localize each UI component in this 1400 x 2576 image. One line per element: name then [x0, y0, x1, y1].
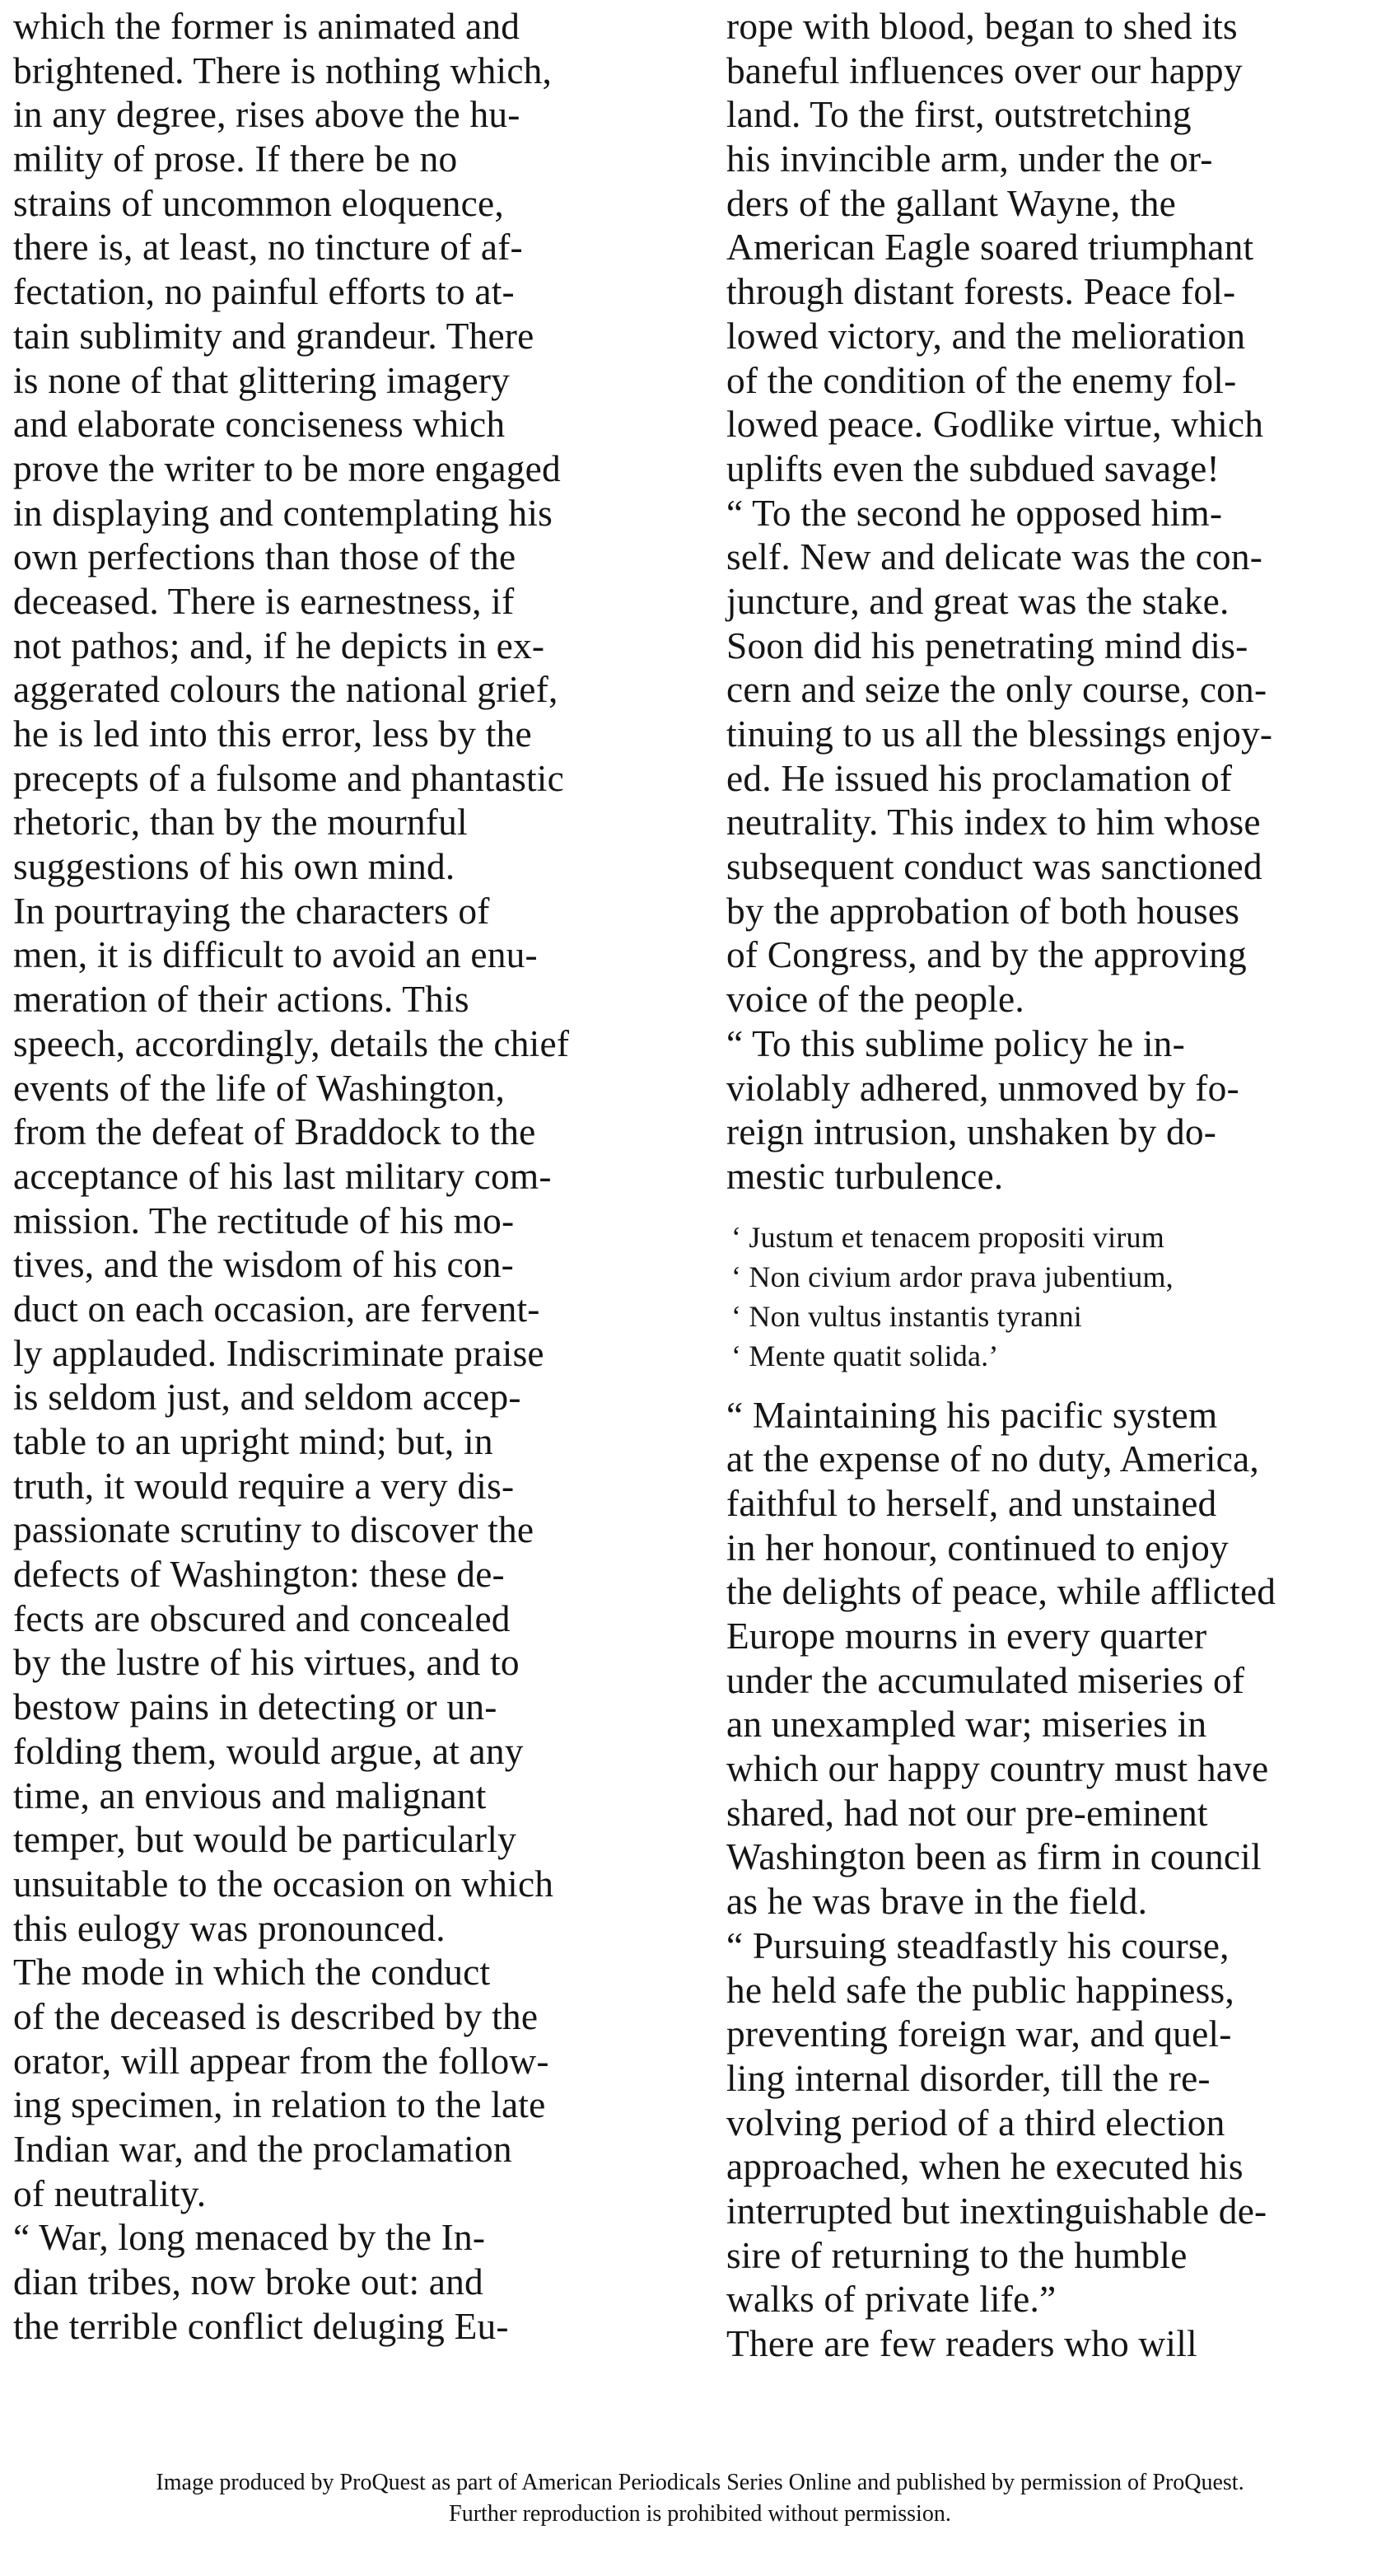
text-line: “ To the second he opposed him-: [726, 492, 1223, 534]
text-line: suggestions of his own mind.: [13, 846, 455, 888]
text-line: precepts of a fulsome and phantastic: [13, 757, 564, 799]
latin-verse-quotation: [726, 1218, 1377, 1376]
text-line: bestow pains in detecting or un-: [13, 1686, 497, 1728]
right-column-prose-bottom: [726, 1394, 1377, 2367]
text-line: baneful influences over our happy: [726, 49, 1243, 91]
text-line: American Eagle soared triumphant: [726, 227, 1254, 269]
text-line: at the expense of no duty, America,: [726, 1438, 1259, 1480]
text-line: The mode in which the conduct: [13, 1952, 491, 1994]
text-line: fectation, no painful efforts to at-: [13, 271, 515, 313]
text-line: ed. He issued his proclamation of: [726, 757, 1233, 799]
text-line: the delights of peace, while afflicted: [726, 1571, 1276, 1613]
text-line: ly applauded. Indiscriminate praise: [13, 1332, 544, 1374]
text-line: brightened. There is nothing which,: [13, 49, 553, 91]
text-line: and elaborate conciseness which: [13, 404, 506, 446]
text-line: juncture, and great was the stake.: [726, 580, 1230, 622]
text-line: unsuitable to the occasion on which: [13, 1863, 554, 1905]
text-line: ‘ Mente quatit solida.’: [731, 1339, 999, 1372]
text-line: in any degree, rises above the hu-: [13, 94, 520, 136]
text-line: tain sublimity and grandeur. There: [13, 315, 534, 357]
text-line: self. New and delicate was the con-: [726, 536, 1263, 578]
right-column-prose-top: [726, 5, 1377, 1199]
text-line: Europe mourns in every quarter: [726, 1615, 1207, 1657]
text-line: temper, but would be particularly: [13, 1819, 517, 1861]
text-line: ‘ Non civium ardor prava jubentium,: [731, 1260, 1174, 1293]
text-line: “ To this sublime policy he in-: [726, 1022, 1185, 1064]
text-line: rope with blood, began to shed its: [726, 6, 1238, 47]
text-line: this eulogy was pronounced.: [13, 1907, 446, 1949]
proquest-permission-footer: [0, 2467, 1400, 2530]
text-line: of neutrality.: [13, 2172, 207, 2214]
text-line: under the accumulated miseries of: [726, 1659, 1245, 1701]
text-line: interrupted but inextinguishable de-: [726, 2190, 1267, 2232]
text-line: in displaying and contemplating his: [13, 492, 553, 534]
text-line: of the deceased is described by the: [13, 1995, 539, 2037]
text-line: Washington been as firm in council: [726, 1836, 1262, 1878]
text-line: dian tribes, now broke out: and: [13, 2261, 483, 2303]
text-line: mility of prose. If there be no: [13, 138, 458, 180]
text-line: which our happy country must have: [726, 1748, 1269, 1790]
text-line: of Congress, and by the approving: [726, 934, 1247, 976]
text-line: There are few readers who will: [726, 2323, 1197, 2364]
footer-line-1: Image produced by ProQuest as part of American Periodicals Series Online and published by permission of ProQuest.: [156, 2470, 1244, 2495]
text-line: walks of private life.”: [726, 2279, 1057, 2321]
text-line: Indian war, and the proclamation: [13, 2129, 512, 2170]
left-text-column: [13, 5, 684, 2349]
text-line: of the condition of the enemy fol-: [726, 359, 1237, 401]
text-line: is none of that glittering imagery: [13, 359, 511, 401]
text-line: through distant forests. Peace fol-: [726, 271, 1236, 313]
text-line: shared, had not our pre-eminent: [726, 1792, 1208, 1834]
text-line: lowed victory, and the melioration: [726, 315, 1246, 357]
text-line: the terrible conflict deluging Eu-: [13, 2305, 509, 2347]
text-line: approached, when he executed his: [726, 2146, 1244, 2188]
text-line: time, an envious and malignant: [13, 1774, 487, 1816]
text-line: Soon did his penetrating mind dis-: [726, 624, 1248, 666]
text-line: table to an upright mind; but, in: [13, 1421, 493, 1462]
text-line: ders of the gallant Wayne, the: [726, 182, 1177, 224]
text-line: sire of returning to the humble: [726, 2234, 1188, 2276]
text-line: strains of uncommon eloquence,: [13, 182, 504, 224]
text-line: volving period of a third election: [726, 2101, 1225, 2144]
text-line: passionate scrutiny to discover the: [13, 1509, 534, 1551]
verse-spacer: [726, 1376, 1377, 1394]
text-line: by the approbation of both houses: [726, 890, 1240, 932]
text-line: men, it is difficult to avoid an enu-: [13, 934, 538, 976]
text-line: ‘ Non vultus instantis tyranni: [731, 1299, 1082, 1333]
text-line: not pathos; and, if he depicts in ex-: [13, 624, 545, 666]
text-line: defects of Washington: these de-: [13, 1554, 505, 1596]
text-line: reign intrusion, unshaken by do-: [726, 1111, 1217, 1153]
text-line: he is led into this error, less by the: [13, 713, 532, 755]
text-line: “ Pursuing steadfastly his course,: [726, 1924, 1230, 1966]
text-line: own perfections than those of the: [13, 536, 516, 578]
text-line: which the former is animated and: [13, 6, 520, 47]
text-line: an unexampled war; miseries in: [726, 1704, 1207, 1746]
text-line: voice of the people.: [726, 979, 1024, 1021]
text-line: there is, at least, no tincture of af-: [13, 227, 523, 269]
text-line: truth, it would require a very dis-: [13, 1465, 515, 1507]
text-line: meration of their actions. This: [13, 979, 469, 1021]
text-line: events of the life of Washington,: [13, 1067, 506, 1109]
text-line: acceptance of his last military com-: [13, 1155, 552, 1197]
text-line: subsequent conduct was sanctioned: [726, 846, 1262, 888]
text-line: as he was brave in the field.: [726, 1881, 1148, 1923]
text-line: orator, will appear from the follow-: [13, 2040, 549, 2082]
text-line: preventing foreign war, and quel-: [726, 2013, 1232, 2055]
text-line: his invincible arm, under the or-: [726, 138, 1213, 180]
text-line: “ Maintaining his pacific system: [726, 1394, 1218, 1436]
footer-line-2: Further reproduction is prohibited without permission.: [449, 2501, 951, 2527]
text-line: folding them, would argue, at any: [13, 1730, 524, 1772]
text-line: prove the writer to be more engaged: [13, 447, 561, 489]
text-line: uplifts even the subdued savage!: [726, 447, 1220, 489]
text-line: ing specimen, in relation to the late: [13, 2084, 546, 2126]
text-line: deceased. There is earnestness, if: [13, 580, 515, 622]
text-line: from the defeat of Braddock to the: [13, 1111, 536, 1153]
text-line: fects are obscured and concealed: [13, 1597, 511, 1639]
text-line: violably adhered, unmoved by fo-: [726, 1067, 1239, 1109]
right-text-column: [726, 5, 1377, 2367]
text-line: In pourtraying the characters of: [13, 890, 490, 932]
text-line: speech, accordingly, details the chief: [13, 1022, 570, 1064]
text-line: he held safe the public happiness,: [726, 1969, 1234, 2011]
text-line: lowed peace. Godlike virtue, which: [726, 404, 1264, 446]
text-line: aggerated colours the national grief,: [13, 669, 558, 711]
text-line: ‘ Justum et tenacem propositi virum: [731, 1220, 1164, 1254]
text-line: tives, and the wisdom of his con-: [13, 1244, 514, 1286]
text-line: ling internal disorder, till the re-: [726, 2057, 1211, 2099]
text-line: land. To the first, outstretching: [726, 94, 1192, 136]
text-line: by the lustre of his virtues, and to: [13, 1642, 520, 1684]
text-line: mission. The rectitude of his mo-: [13, 1199, 515, 1241]
text-line: mestic turbulence.: [726, 1155, 1004, 1197]
text-line: is seldom just, and seldom accep-: [13, 1377, 521, 1419]
text-line: in her honour, continued to enjoy: [726, 1526, 1229, 1569]
text-line: rhetoric, than by the mournful: [13, 802, 468, 844]
text-line: tinuing to us all the blessings enjoy-: [726, 713, 1273, 755]
verse-spacer: [726, 1199, 1377, 1218]
text-line: “ War, long menaced by the In-: [13, 2217, 486, 2259]
text-line: faithful to herself, and unstained: [726, 1482, 1217, 1524]
text-line: neutrality. This index to him whose: [726, 802, 1261, 844]
text-line: duct on each occasion, are fervent-: [13, 1288, 540, 1330]
text-line: cern and seize the only course, con-: [726, 669, 1267, 711]
